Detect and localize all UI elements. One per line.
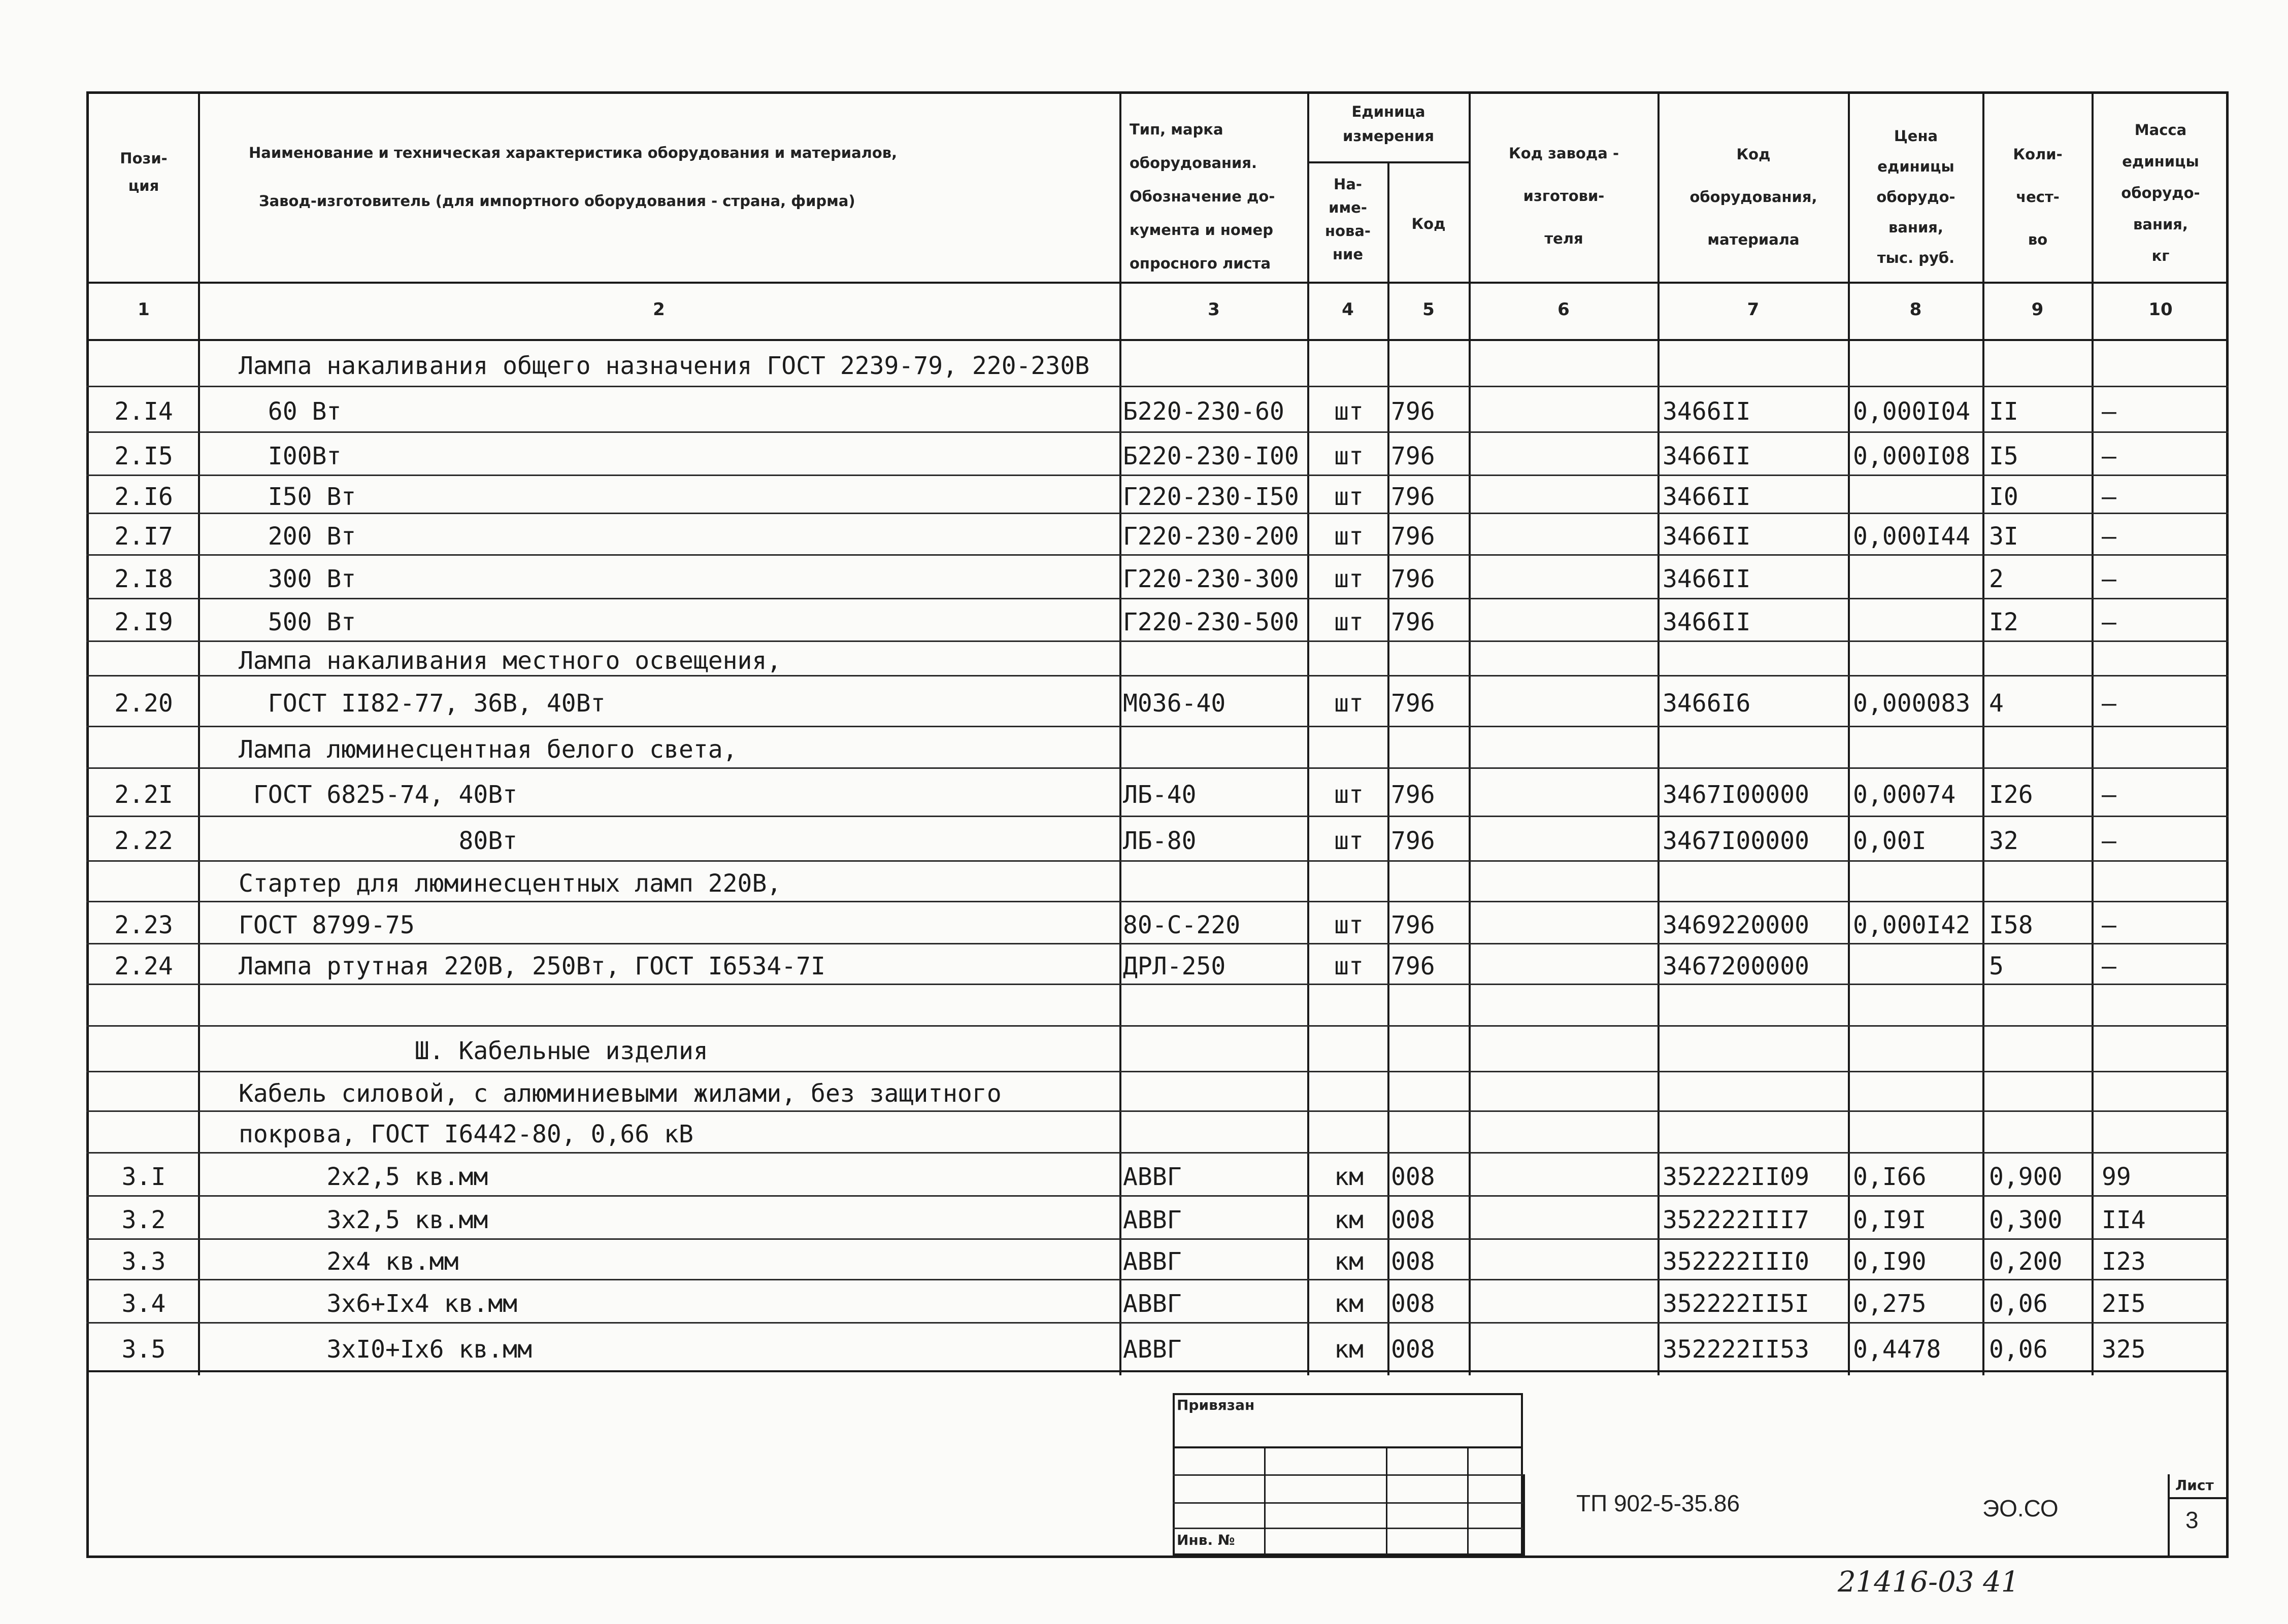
cell-unit: шт bbox=[1334, 827, 1364, 855]
cell-type: ДРЛ-250 bbox=[1123, 952, 1226, 980]
stamp-inv-no: Инв. № bbox=[1177, 1532, 1235, 1548]
cell-name: 300 Вт bbox=[239, 565, 356, 593]
cell-name: Стартер для люминесцентных ламп 220В, bbox=[239, 869, 782, 898]
header-factory-code: Код завода - изготови- теля bbox=[1509, 145, 1619, 247]
cell-equip: 3466II bbox=[1663, 482, 1751, 511]
cell-unit: шт bbox=[1334, 952, 1364, 980]
cell-equip: 3466II bbox=[1663, 565, 1751, 593]
row-separator bbox=[86, 1195, 2229, 1197]
colnum-bottom-line bbox=[86, 339, 2229, 341]
header-unit-code: Код bbox=[1411, 215, 1446, 232]
header-quantity: Коли- чест- во bbox=[2013, 146, 2063, 248]
row-separator bbox=[86, 640, 2229, 642]
cell-mass: 325 bbox=[2102, 1335, 2146, 1364]
cell-type: М036-40 bbox=[1123, 689, 1226, 718]
row-separator bbox=[86, 984, 2229, 985]
cell-type: АВВГ bbox=[1123, 1289, 1182, 1318]
cell-pos: 2.I4 bbox=[114, 397, 173, 426]
row-separator bbox=[86, 475, 2229, 476]
cell-type: АВВГ bbox=[1123, 1162, 1182, 1191]
cell-equip: 3469220000 bbox=[1663, 910, 1809, 939]
header-name-line1: Наименование и техническая характеристика оборудования и материалов, bbox=[249, 144, 898, 161]
col-divider bbox=[1657, 91, 1660, 1375]
cell-qty: 0,200 bbox=[1989, 1247, 2063, 1276]
row-separator bbox=[86, 431, 2229, 433]
cell-pos: 2.24 bbox=[114, 952, 173, 980]
cell-pos: 2.22 bbox=[114, 827, 173, 855]
cell-mass: – bbox=[2102, 482, 2116, 511]
row-separator bbox=[86, 1322, 2229, 1324]
col-divider bbox=[1982, 91, 1984, 1375]
cell-price: 0,000I42 bbox=[1853, 910, 1971, 939]
col-divider bbox=[198, 91, 200, 1375]
cell-name: I00Вт bbox=[239, 442, 342, 470]
cell-name: Лампа накаливания местного освещения, bbox=[239, 647, 782, 675]
cell-type: 80-С-220 bbox=[1123, 910, 1241, 939]
cell-code: 796 bbox=[1391, 482, 1435, 511]
cell-code: 796 bbox=[1391, 689, 1435, 718]
col-divider bbox=[1387, 162, 1389, 1375]
cell-code: 008 bbox=[1391, 1162, 1435, 1191]
cell-pos: 2.23 bbox=[114, 910, 173, 939]
cell-mass: – bbox=[2102, 910, 2116, 939]
stamp-line bbox=[1173, 1446, 1523, 1448]
cell-name: I50 Вт bbox=[239, 482, 356, 511]
cell-name: ГОСТ 8799-75 bbox=[239, 910, 415, 939]
row-separator bbox=[86, 726, 2229, 727]
cell-equip: 352222II09 bbox=[1663, 1162, 1809, 1191]
cell-price: 0,00074 bbox=[1853, 780, 1956, 809]
cell-price: 0,00I bbox=[1853, 827, 1927, 855]
cell-code: 796 bbox=[1391, 442, 1435, 470]
cell-name: 500 Вт bbox=[239, 608, 356, 636]
cell-unit: км bbox=[1334, 1247, 1364, 1276]
stamp-vline bbox=[1386, 1446, 1387, 1555]
cell-qty: 2 bbox=[1989, 565, 2004, 593]
cell-qty: 3I bbox=[1989, 522, 2018, 551]
cell-code: 796 bbox=[1391, 780, 1435, 809]
cell-qty: 5 bbox=[1989, 952, 2004, 980]
cell-mass: – bbox=[2102, 689, 2116, 718]
cell-name: покрова, ГОСТ I6442-80, 0,66 кВ bbox=[239, 1120, 693, 1148]
cell-mass: 99 bbox=[2102, 1162, 2131, 1191]
cell-type: АВВГ bbox=[1123, 1335, 1182, 1364]
cell-type: Б220-230-60 bbox=[1123, 397, 1284, 426]
cell-equip: 352222II5I bbox=[1663, 1289, 1809, 1318]
colnum-9: 9 bbox=[2031, 299, 2044, 320]
cell-price: 0,000I44 bbox=[1853, 522, 1971, 551]
header-equipment-code: Код оборудования, материала bbox=[1689, 146, 1817, 248]
colnum-3: 3 bbox=[1208, 299, 1220, 320]
cell-name: 3х2,5 кв.мм bbox=[239, 1205, 488, 1234]
header-name-line2: Завод-изготовитель (для импортного оборудования - страна, фирма) bbox=[259, 192, 855, 210]
cell-price: 0,I66 bbox=[1853, 1162, 1927, 1191]
col-divider bbox=[1307, 91, 1309, 1375]
cell-qty: I58 bbox=[1989, 910, 2033, 939]
cell-mass: – bbox=[2102, 827, 2116, 855]
cell-type: АВВГ bbox=[1123, 1205, 1182, 1234]
cell-unit: шт bbox=[1334, 482, 1364, 511]
cell-unit: км bbox=[1334, 1162, 1364, 1191]
cell-qty: 0,06 bbox=[1989, 1289, 2048, 1318]
cell-code: 796 bbox=[1391, 910, 1435, 939]
cell-qty: 0,300 bbox=[1989, 1205, 2063, 1234]
row-separator bbox=[86, 598, 2229, 599]
row-separator bbox=[86, 675, 2229, 676]
cell-unit: шт bbox=[1334, 565, 1364, 593]
cell-unit: км bbox=[1334, 1289, 1364, 1318]
cell-price: 0,4478 bbox=[1853, 1335, 1941, 1364]
cell-pos: 2.I7 bbox=[114, 522, 173, 551]
cell-type: Б220-230-I00 bbox=[1123, 442, 1299, 470]
col-divider bbox=[1469, 91, 1471, 1375]
cell-unit: шт bbox=[1334, 689, 1364, 718]
cell-type: ЛБ-40 bbox=[1123, 780, 1197, 809]
header-mass: Масса единицы оборудо- вания, кг bbox=[2121, 121, 2200, 264]
colnum-5: 5 bbox=[1422, 299, 1435, 320]
stamp-vline bbox=[1467, 1446, 1469, 1555]
cell-equip: 3466II bbox=[1663, 397, 1751, 426]
cell-unit: шт bbox=[1334, 608, 1364, 636]
row-separator bbox=[86, 1152, 2229, 1154]
cell-mass: – bbox=[2102, 952, 2116, 980]
row-separator bbox=[86, 767, 2229, 769]
cell-pos: 2.I8 bbox=[114, 565, 173, 593]
cell-code: 796 bbox=[1391, 397, 1435, 426]
sheet-box-line bbox=[2168, 1497, 2229, 1499]
cell-code: 008 bbox=[1391, 1289, 1435, 1318]
cell-code: 796 bbox=[1391, 522, 1435, 551]
cell-pos: 3.5 bbox=[121, 1335, 166, 1364]
cell-type: Г220-230-300 bbox=[1123, 565, 1299, 593]
cell-equip: 352222II53 bbox=[1663, 1335, 1809, 1364]
cell-unit: шт bbox=[1334, 397, 1364, 426]
cell-pos: 2.I6 bbox=[114, 482, 173, 511]
cell-unit: км bbox=[1334, 1205, 1364, 1234]
header-position: Пози- ция bbox=[120, 150, 168, 194]
row-separator bbox=[86, 816, 2229, 817]
cell-qty: I2 bbox=[1989, 608, 2018, 636]
cell-code: 796 bbox=[1391, 827, 1435, 855]
cell-name: Лампа ртутная 220В, 250Вт, ГОСТ I6534-7I bbox=[239, 952, 825, 980]
cell-code: 008 bbox=[1391, 1335, 1435, 1364]
stamp-line bbox=[1173, 1528, 1523, 1529]
cell-equip: 3466II bbox=[1663, 608, 1751, 636]
cell-pos: 3.I bbox=[121, 1162, 166, 1191]
colnum-4: 4 bbox=[1342, 299, 1354, 320]
cell-name: 2х4 кв.мм bbox=[239, 1247, 459, 1276]
row-separator bbox=[86, 860, 2229, 862]
cell-price: 0,000083 bbox=[1853, 689, 1971, 718]
cell-qty: 32 bbox=[1989, 827, 2018, 855]
col-divider bbox=[1848, 91, 1850, 1375]
cell-qty: 0,900 bbox=[1989, 1162, 2063, 1191]
col-divider bbox=[1119, 91, 1121, 1375]
stamp-vline bbox=[1264, 1446, 1266, 1555]
cell-name: 3х6+Iх4 кв.мм bbox=[239, 1289, 518, 1318]
cell-pos: 3.2 bbox=[121, 1205, 166, 1234]
cell-name: 2х2,5 кв.мм bbox=[239, 1162, 488, 1191]
cell-name: Лампа накаливания общего назначения ГОСТ 2239-79, 220-230В bbox=[239, 352, 1090, 380]
cell-equip: 3466II bbox=[1663, 442, 1751, 470]
cell-name: 80Вт bbox=[239, 827, 518, 855]
cell-name: ГОСТ II82-77, 36В, 40Вт bbox=[239, 689, 606, 718]
colnum-8: 8 bbox=[1909, 299, 1922, 320]
table-bottom-line bbox=[86, 1370, 2229, 1372]
cell-pos: 2.I5 bbox=[114, 442, 173, 470]
cell-name: Лампа люминесцентная белого света, bbox=[239, 735, 738, 764]
cell-unit: шт bbox=[1334, 442, 1364, 470]
cell-price: 0,I90 bbox=[1853, 1247, 1927, 1276]
cell-mass: – bbox=[2102, 397, 2116, 426]
stamp-privyazan: Привязан bbox=[1177, 1397, 1255, 1413]
cell-unit: шт bbox=[1334, 910, 1364, 939]
row-separator bbox=[86, 901, 2229, 902]
cell-price: 0,275 bbox=[1853, 1289, 1927, 1318]
cell-price: 0,000I08 bbox=[1853, 442, 1971, 470]
row-separator bbox=[86, 1025, 2229, 1027]
handwritten-number: 21416-03 41 bbox=[1838, 1566, 2019, 1599]
cell-pos: 3.4 bbox=[121, 1289, 166, 1318]
cell-equip: 3466I6 bbox=[1663, 689, 1751, 718]
colnum-2: 2 bbox=[653, 299, 665, 320]
header-bottom-line bbox=[86, 282, 2229, 284]
sheet-number: 3 bbox=[2185, 1507, 2199, 1533]
cell-type: Г220-230-500 bbox=[1123, 608, 1299, 636]
cell-equip: 352222III7 bbox=[1663, 1205, 1809, 1234]
cell-code: 796 bbox=[1391, 952, 1435, 980]
row-separator bbox=[86, 943, 2229, 944]
colnum-10: 10 bbox=[2148, 299, 2173, 320]
cell-mass: – bbox=[2102, 442, 2116, 470]
cell-qty: 0,06 bbox=[1989, 1335, 2048, 1364]
cell-type: АВВГ bbox=[1123, 1247, 1182, 1276]
unit-group-divider bbox=[1307, 161, 1469, 163]
row-separator bbox=[86, 554, 2229, 556]
sheet-label: Лист bbox=[2175, 1477, 2214, 1494]
cell-mass: – bbox=[2102, 608, 2116, 636]
row-separator bbox=[86, 1110, 2229, 1112]
doc-code: ТП 902-5-35.86 bbox=[1576, 1490, 1740, 1516]
cell-type: Г220-230-200 bbox=[1123, 522, 1299, 551]
cell-equip: 3466II bbox=[1663, 522, 1751, 551]
col-divider bbox=[2092, 91, 2094, 1375]
cell-mass: I23 bbox=[2102, 1247, 2146, 1276]
title-block-divider bbox=[1523, 1474, 1525, 1558]
cell-equip: 3467I00000 bbox=[1663, 827, 1809, 855]
colnum-1: 1 bbox=[138, 299, 150, 320]
cell-code: 796 bbox=[1391, 608, 1435, 636]
cell-code: 008 bbox=[1391, 1247, 1435, 1276]
header-unit-name: На- име- нова- ние bbox=[1325, 176, 1371, 263]
cell-mass: II4 bbox=[2102, 1205, 2146, 1234]
stamp-line bbox=[1173, 1502, 1523, 1504]
row-separator bbox=[86, 1279, 2229, 1280]
cell-equip: 352222III0 bbox=[1663, 1247, 1809, 1276]
cell-name: Кабель силовой, с алюминиевыми жилами, без защитного bbox=[239, 1079, 1002, 1108]
cell-equip: 3467200000 bbox=[1663, 952, 1809, 980]
cell-mass: – bbox=[2102, 780, 2116, 809]
stamp-line bbox=[1173, 1474, 1523, 1476]
cell-qty: I5 bbox=[1989, 442, 2018, 470]
cell-pos: 3.3 bbox=[121, 1247, 166, 1276]
cell-price: 0,I9I bbox=[1853, 1205, 1927, 1234]
cell-code: 008 bbox=[1391, 1205, 1435, 1234]
cell-name: 3хI0+Iх6 кв.мм bbox=[239, 1335, 532, 1364]
cell-type: Г220-230-I50 bbox=[1123, 482, 1299, 511]
cell-mass: – bbox=[2102, 565, 2116, 593]
header-type: Тип, марка оборудования. Обозначение до- кумента и номер опросного листа bbox=[1130, 121, 1275, 272]
cell-qty: I26 bbox=[1989, 780, 2033, 809]
cell-price: 0,000I04 bbox=[1853, 397, 1971, 426]
colnum-6: 6 bbox=[1557, 299, 1570, 320]
cell-code: 796 bbox=[1391, 565, 1435, 593]
cell-name: ГОСТ 6825-74, 40Вт bbox=[239, 780, 518, 809]
cell-name: 200 Вт bbox=[239, 522, 356, 551]
cell-mass: 2I5 bbox=[2102, 1289, 2146, 1318]
cell-qty: 4 bbox=[1989, 689, 2004, 718]
header-price: Цена единицы оборудо- вания, тыс. руб. bbox=[1876, 127, 1955, 266]
row-separator bbox=[86, 1238, 2229, 1240]
cell-unit: шт bbox=[1334, 780, 1364, 809]
header-unit-group: Единица измерения bbox=[1343, 103, 1434, 145]
cell-unit: шт bbox=[1334, 522, 1364, 551]
colnum-7: 7 bbox=[1747, 299, 1760, 320]
row-separator bbox=[86, 513, 2229, 514]
cell-mass: – bbox=[2102, 522, 2116, 551]
row-separator bbox=[86, 1071, 2229, 1072]
cell-pos: 2.20 bbox=[114, 689, 173, 718]
cell-name: Ш. Кабельные изделия bbox=[239, 1037, 708, 1065]
cell-equip: 3467I00000 bbox=[1663, 780, 1809, 809]
cell-pos: 2.2I bbox=[114, 780, 173, 809]
cell-type: ЛБ-80 bbox=[1123, 827, 1197, 855]
cell-qty: II bbox=[1989, 397, 2018, 426]
sheet-mark: ЭО.СО bbox=[1982, 1495, 2059, 1521]
cell-pos: 2.I9 bbox=[114, 608, 173, 636]
cell-unit: км bbox=[1334, 1335, 1364, 1364]
row-separator bbox=[86, 386, 2229, 387]
cell-name: 60 Вт bbox=[239, 397, 342, 426]
cell-qty: I0 bbox=[1989, 482, 2018, 511]
